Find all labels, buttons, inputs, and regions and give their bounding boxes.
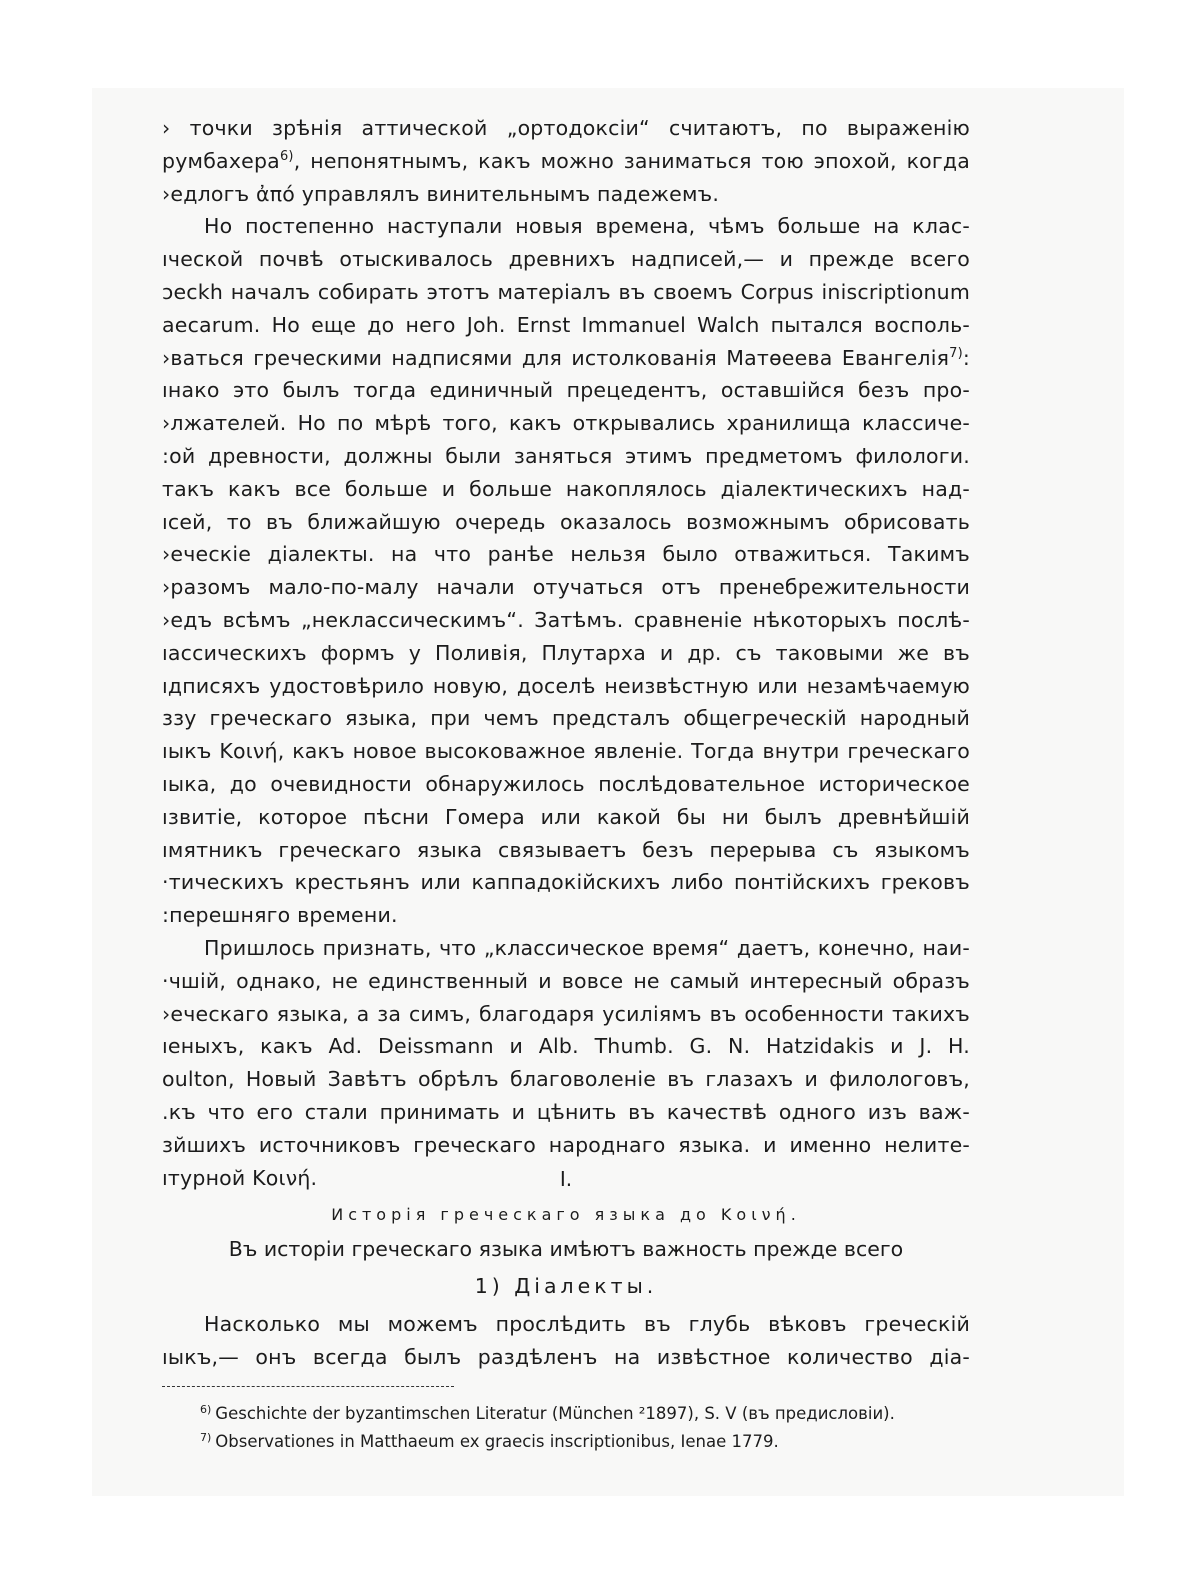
text-line-content: ıсей, то въ ближайшую очередь оказалось возможнымъ обрисовать — [162, 509, 970, 534]
text-line — [162, 571, 970, 604]
text-line — [162, 309, 970, 342]
text-line — [162, 210, 970, 243]
text-line — [162, 965, 970, 998]
text-line — [162, 866, 970, 899]
footnote-number: 7) — [200, 1430, 212, 1444]
text-line-content: :перешняго времени. — [162, 903, 398, 928]
text-line — [162, 604, 970, 637]
text-line — [162, 276, 970, 309]
text-line-content: ɜйшихъ источниковъ греческаго народнаго языка. и именно нелите- — [162, 1132, 970, 1157]
text-line-content: ıзвитіе, которое пѣсни Гомера или какой бы ни былъ древнѣйшій — [162, 804, 970, 829]
footnote-reference: 7) — [949, 345, 963, 361]
footnote-text: Geschichte der byzantimschen Literatur (München ²1897), S. V (въ предисловіи). — [215, 1404, 895, 1423]
text-line-content: такъ какъ все больше и больше накоплялось діалектическихъ над- — [162, 476, 970, 501]
text-line-content: ›ваться греческими надписями для истолкованія Матѳеева Евангелія — [162, 345, 950, 370]
section-lead: Въ исторіи греческаго языка имѣютъ важность прежде всего — [228, 1237, 904, 1261]
text-line — [162, 440, 970, 473]
text-line-content: ›лжателей. Но по мѣрѣ того, какъ открывались хранилища классиче- — [162, 411, 970, 436]
text-line — [162, 932, 970, 965]
text-line — [162, 112, 970, 145]
text-line-content: ıмятникъ греческаго языка связываетъ безъ перерыва съ языкомъ — [162, 837, 970, 862]
text-line — [162, 1308, 970, 1341]
text-line-content: › точки зрѣнія аттической „ортодоксіи“ считаютъ, по выраженію — [162, 116, 970, 140]
footnote-reference: 6) — [279, 148, 294, 164]
text-line — [162, 1063, 970, 1096]
text-line-content: aecarum. Но еще до него Joh. Ernst Immanuel Walch пытался восполь- — [162, 312, 970, 337]
text-line — [162, 1129, 970, 1162]
text-line-content: ɔeckh началъ собирать этотъ матеріалъ въ своемъ Corpus iniscriptionum — [162, 279, 970, 304]
text-line-content: ıыка, до очевидности обнаружилось послѣдовательное историческое — [162, 771, 970, 796]
text-line — [162, 473, 970, 506]
text-line-content: ıыкъ Κοινή, какъ новое высоковажное явленіе. Тогда внутри греческаго — [162, 739, 970, 764]
text-line-content: ıтурной Κοινή. — [162, 1165, 318, 1190]
main-text — [162, 112, 970, 1194]
text-line-content: ›едъ всѣмъ „неклассическимъ“. Затѣмъ. сравненіе нѣкоторыхъ послѣ- — [162, 607, 970, 632]
text-line-content: oulton, Новый Завѣтъ обрѣлъ благоволеніе въ глазахъ и филологовъ, — [162, 1067, 970, 1092]
text-line — [162, 342, 970, 375]
text-line — [162, 801, 970, 834]
section-title: 1) Діалекты. — [474, 1274, 658, 1298]
text-line-content: ıыкъ,— онъ всегда былъ раздѣленъ на извѣстное количество діа- — [162, 1344, 970, 1369]
text-line-content: ›разомъ мало-по-малу начали отучаться отъ пренебрежительности — [162, 575, 970, 600]
text-line-content: Но постепенно наступали новыя времена, чѣмъ больше на клас- — [204, 214, 970, 239]
text-line-content: ıнако это былъ тогда единичный прецедентъ, оставшійся безъ про- — [162, 378, 970, 403]
text-line-content: ›еческіе діалекты. на что ранѣе нельзя было отважиться. Такимъ — [162, 542, 970, 567]
text-line — [162, 506, 970, 539]
text-line — [162, 998, 970, 1031]
text-line-content: .къ что его стали принимать и цѣнить въ качествѣ одного изъ важ- — [162, 1099, 970, 1124]
text-line — [162, 899, 970, 932]
text-line-tail: : — [962, 345, 970, 370]
text-line — [162, 145, 970, 178]
text-line — [162, 243, 970, 276]
text-line-content: ›еческаго языка, а за симъ, благодаря усиліямъ въ особенности такихъ — [162, 1001, 970, 1026]
section-subtitle: Исторія греческаго языка до Κοινή. — [331, 1205, 801, 1224]
text-line-content: ıассическихъ формъ у Поливія, Плутарха и др. съ таковыми же въ — [162, 640, 970, 665]
text-line — [162, 1096, 970, 1129]
text-line-content: ·тическихъ крестьянъ или каппадокійскихъ либо понтійскихъ грековъ — [162, 870, 970, 895]
text-line — [162, 637, 970, 670]
text-line — [162, 834, 970, 867]
text-line-content: ɜзу греческаго языка, при чемъ предсталъ общегреческій народный — [162, 706, 970, 731]
text-line — [162, 768, 970, 801]
text-line — [162, 1341, 970, 1374]
text-line-content: ıдписяхъ удостовѣрило новую, доселѣ неизвѣстную или незамѣчаемую — [162, 673, 970, 698]
footnote-text: Observationes in Matthaeum ex graecis inscriptionibus, Ienae 1779. — [215, 1432, 779, 1451]
text-line-content: ›едлогъ ἀπό управлялъ винительнымъ падежемъ. — [162, 181, 720, 206]
text-line-content: Пришлось признать, что „классическое время“ даетъ, конечно, наи- — [204, 935, 970, 960]
text-line-content: румбахера — [162, 148, 280, 173]
text-line — [162, 407, 970, 440]
text-line — [162, 1030, 970, 1063]
text-line — [162, 178, 970, 211]
text-line-content: Насколько мы можемъ прослѣдить въ глубь вѣковъ греческій — [204, 1312, 970, 1336]
footnote — [200, 1428, 980, 1456]
text-line — [162, 374, 970, 407]
text-line — [162, 538, 970, 571]
text-line — [162, 735, 970, 768]
text-line — [162, 670, 970, 703]
text-line-content: :ой древности, должны были заняться этимъ предметомъ филологи. — [162, 443, 970, 468]
footnote-number: 6) — [200, 1402, 212, 1416]
footnotes — [200, 1400, 980, 1456]
text-line-content: ıеныхъ, какъ Ad. Deissmann и Alb. Thumb. G. N. Hatzidakis и J. H. — [162, 1034, 970, 1059]
footnote — [200, 1400, 980, 1428]
text-line-content: ·чшій, однако, не единственный и вовсе не самый интересный образъ — [162, 968, 970, 993]
text-line — [162, 702, 970, 735]
text-line-content: ıческой почвѣ отыскивалось древнихъ надписей,— и прежде всего — [162, 247, 970, 272]
main-text-continued — [162, 1308, 970, 1374]
footnote-rule — [162, 1386, 454, 1387]
section-numeral: I. — [559, 1167, 573, 1191]
text-line-tail: , непонятнымъ, какъ можно заниматься тою эпохой, когда — [293, 148, 970, 173]
